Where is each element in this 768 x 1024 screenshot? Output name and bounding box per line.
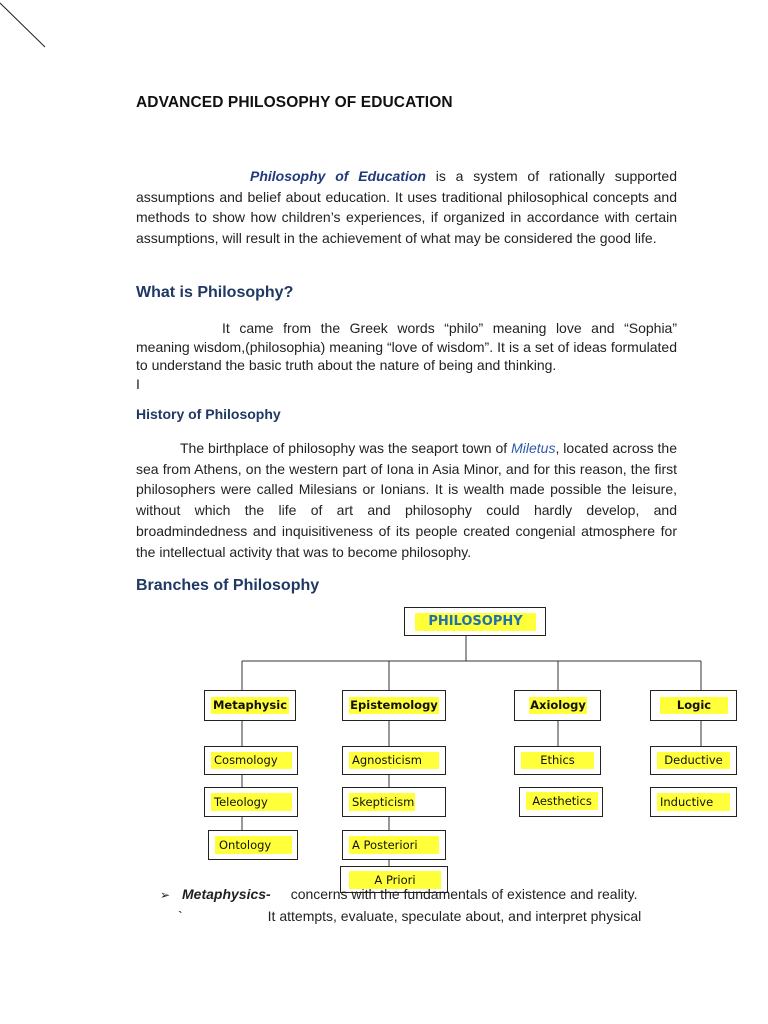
- node-ethics-label: Ethics: [521, 752, 594, 769]
- heading-history: History of Philosophy: [136, 406, 281, 422]
- node-deductive-label: Deductive: [657, 752, 730, 769]
- node-philosophy: [404, 607, 546, 636]
- arrow-bullet-icon: ➢: [160, 888, 171, 902]
- node-skepticism: [342, 787, 446, 817]
- node-epistemology: [342, 690, 446, 721]
- node-cosmology-label: Cosmology: [211, 752, 292, 769]
- node-agnosticism: [342, 746, 446, 775]
- node-logic: [650, 690, 737, 721]
- bullet-term: Metaphysics-: [182, 886, 271, 902]
- document-title: ADVANCED PHILOSOPHY OF EDUCATION: [136, 94, 453, 111]
- stray-character: I: [136, 375, 140, 392]
- node-ontology-label: Ontology: [215, 836, 292, 854]
- node-teleology-label: Teleology: [211, 793, 292, 811]
- node-aesthetics: [519, 787, 603, 817]
- history-text-before: The birthplace of philosophy was the seaport town of: [180, 440, 512, 456]
- bullet-text: concerns with the fundamentals of existence and reality.: [290, 886, 638, 902]
- node-teleology: [204, 787, 298, 817]
- bullet-metaphysics: [160, 886, 638, 902]
- sub-text: It attempts, evaluate, speculate about, and interpret physical: [267, 908, 642, 924]
- history-place: Miletus: [511, 440, 556, 456]
- history-text-after: , located across the sea from Athens, on the western part of Iona in Asia Minor, and for this reason, the first philosophers were called Milesians or Ionians. It is wealth made possible the leisure, without which the life of art and philosophy could hardly develop, and broadmindedness and inquisitiveness of its people created congenial atmosphere for the intellectual activity that was to become philosophy.: [136, 440, 678, 560]
- intro-text: is a system of rationally supported assumptions and belief about education. It uses traditional philosophical concepts and methods to show how children’s experiences, if organized in accordance with certain assumptions, will result in the achievement of what may be considered the good life.: [136, 168, 677, 247]
- node-inductive: [650, 787, 737, 817]
- node-ethics: [514, 746, 601, 775]
- node-aesthetics-label: Aesthetics: [526, 792, 598, 810]
- node-a-posteriori-label: A Posteriori: [349, 836, 439, 854]
- node-a-posteriori: [342, 830, 446, 860]
- node-axiology-label: Axiology: [530, 698, 586, 712]
- node-axiology: [514, 690, 601, 721]
- node-deductive: [650, 746, 737, 775]
- node-ontology: [208, 830, 298, 860]
- intro-term: Philosophy of Education: [250, 168, 426, 184]
- node-inductive-label: Inductive: [657, 793, 730, 811]
- sub-mark: `: [178, 908, 183, 924]
- node-epistemology-label: Epistemology: [350, 698, 438, 712]
- heading-what-is-philosophy: What is Philosophy?: [136, 284, 294, 301]
- node-logic-label: Logic: [660, 697, 728, 714]
- node-skepticism-label: Skepticism: [349, 793, 415, 811]
- heading-branches: Branches of Philosophy: [136, 577, 320, 594]
- what-is-text: It came from the Greek words “philo” meaning love and “Sophia” meaning wisdom,(philosophia) meaning “love of wisdom”. It is a set of ideas formulated to understand the basic truth about the nature of being and thinking.: [136, 320, 677, 373]
- bullet-sub-row: [178, 908, 641, 924]
- node-a-priori-label: A Priori: [349, 871, 441, 889]
- node-cosmology: [204, 746, 298, 775]
- node-philosophy-label: PHILOSOPHY: [415, 613, 536, 631]
- node-metaphysic: [204, 690, 296, 721]
- node-agnosticism-label: Agnosticism: [349, 752, 439, 769]
- node-metaphysic-label: Metaphysic: [212, 698, 288, 712]
